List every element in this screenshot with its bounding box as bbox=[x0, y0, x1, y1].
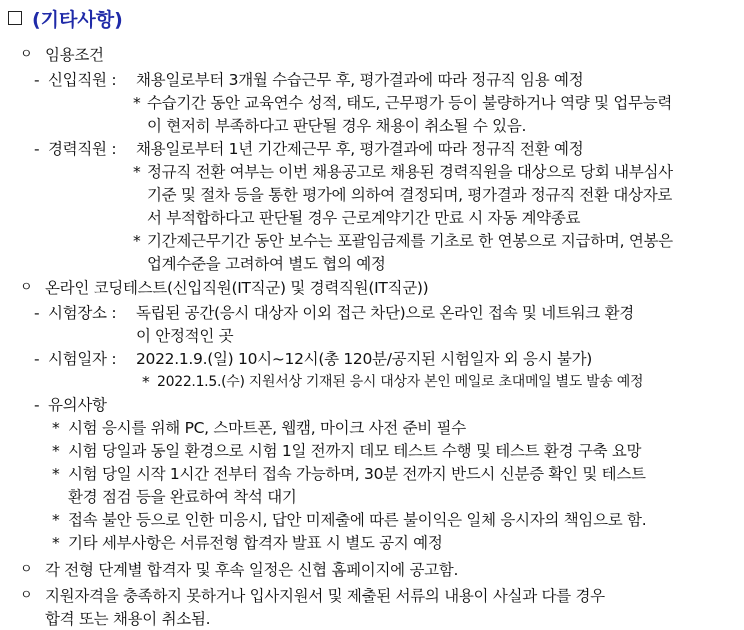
exp-staff-note-line: 정규직 전환 여부는 이번 채용공고로 채용된 경력직원을 대상으로 당회 내부심사 bbox=[147, 163, 673, 181]
notes-heading: 유의사항 bbox=[48, 396, 107, 414]
star-bullet: * bbox=[52, 419, 60, 437]
star-bullet: * bbox=[52, 534, 60, 552]
exp-staff-note-line: 업계수준을 고려하여 별도 협의 예정 bbox=[147, 255, 386, 273]
test-date-note: 2022.1.5.(수) 지원서상 기재된 응시 대상자 본인 메일로 초대메일 별도 발송 예정 bbox=[157, 374, 644, 390]
new-staff-text: 채용일로부터 3개월 수습근무 후, 평가결과에 따라 정규직 임용 예정 bbox=[136, 71, 584, 89]
test-place-line: 이 안정적인 곳 bbox=[136, 327, 234, 345]
exp-staff-note-line: 기간제근무기간 동안 보수는 포괄임금제를 기초로 한 연봉으로 지급하며, 연봉은 bbox=[147, 232, 673, 250]
exp-staff-label: 경력직원 : bbox=[48, 140, 117, 158]
notes-item: 접속 불안 등으로 인한 미응시, 답안 미제출에 따른 불이익은 일체 응시자의 책임으로 함. bbox=[68, 511, 647, 529]
dash-bullet: - bbox=[34, 304, 40, 322]
star-bullet: * bbox=[52, 442, 60, 460]
star-bullet: * bbox=[52, 465, 60, 483]
s4-text-line: 합격 또는 채용이 취소됨. bbox=[45, 610, 211, 628]
dash-bullet: - bbox=[34, 396, 40, 414]
s2-heading: 온라인 코딩테스트(신입직원(IT직군) 및 경력직원(IT직군)) bbox=[45, 279, 429, 297]
section-marker: ㅇ bbox=[20, 47, 33, 62]
title-text: (기타사항) bbox=[32, 8, 123, 31]
s1-heading: 임용조건 bbox=[45, 46, 104, 64]
s4-text-line: 지원자격을 충족하지 못하거나 입사지원서 및 제출된 서류의 내용이 사실과 다를 경우 bbox=[45, 587, 605, 605]
test-date-label: 시험일자 : bbox=[48, 350, 117, 368]
section-marker: ㅇ bbox=[20, 562, 33, 577]
exp-staff-note-line: 기준 및 절차 등을 통한 평가에 의하여 결정되며, 평가결과 정규직 전환 대상자로 bbox=[147, 186, 673, 204]
dash-bullet: - bbox=[34, 71, 40, 89]
dash-bullet: - bbox=[34, 140, 40, 158]
star-bullet: * bbox=[142, 373, 150, 391]
test-place-label: 시험장소 : bbox=[48, 304, 117, 322]
star-bullet: * bbox=[133, 232, 141, 250]
notes-item: 기타 세부사항은 서류전형 합격자 발표 시 별도 공지 예정 bbox=[68, 534, 443, 552]
s3-text: 각 전형 단계별 합격자 및 후속 일정은 신협 홈페이지에 공고함. bbox=[45, 561, 459, 579]
exp-staff-text: 채용일로부터 1년 기간제근무 후, 평가결과에 따라 정규직 전환 예정 bbox=[136, 140, 584, 158]
section-marker: ㅇ bbox=[20, 588, 33, 603]
square-bullet-icon bbox=[8, 11, 22, 25]
test-place-line: 독립된 공간(응시 대상자 이외 접근 차단)으로 온라인 접속 및 네트워크 환경 bbox=[136, 304, 634, 322]
notes-item: 환경 점검 등을 완료하여 착석 대기 bbox=[68, 488, 297, 506]
section-marker: ㅇ bbox=[20, 280, 33, 295]
new-staff-note-line: 이 현저히 부족하다고 판단될 경우 채용이 취소될 수 있음. bbox=[147, 117, 527, 135]
notes-item: 시험 당일 시작 1시간 전부터 접속 가능하며, 30분 전까지 반드시 신분증 확인 및 테스트 bbox=[68, 465, 646, 483]
star-bullet: * bbox=[52, 511, 60, 529]
test-date-text: 2022.1.9.(일) 10시~12시(총 120분/공지된 시험일자 외 응시 불가) bbox=[136, 350, 592, 368]
new-staff-note-line: 수습기간 동안 교육연수 성적, 태도, 근무평가 등이 불량하거나 역량 및 업무능력 bbox=[147, 94, 673, 112]
star-bullet: * bbox=[133, 94, 141, 112]
section-title bbox=[8, 4, 123, 32]
exp-staff-note-line: 서 부적합하다고 판단될 경우 근로계약기간 만료 시 자동 계약종료 bbox=[147, 209, 581, 227]
notes-item: 시험 당일과 동일 환경으로 시험 1일 전까지 데모 테스트 수행 및 테스트 환경 구축 요망 bbox=[68, 442, 642, 460]
new-staff-label: 신입직원 : bbox=[48, 71, 117, 89]
star-bullet: * bbox=[133, 163, 141, 181]
notes-item: 시험 응시를 위해 PC, 스마트폰, 웹캠, 마이크 사전 준비 필수 bbox=[68, 419, 466, 437]
dash-bullet: - bbox=[34, 350, 40, 368]
